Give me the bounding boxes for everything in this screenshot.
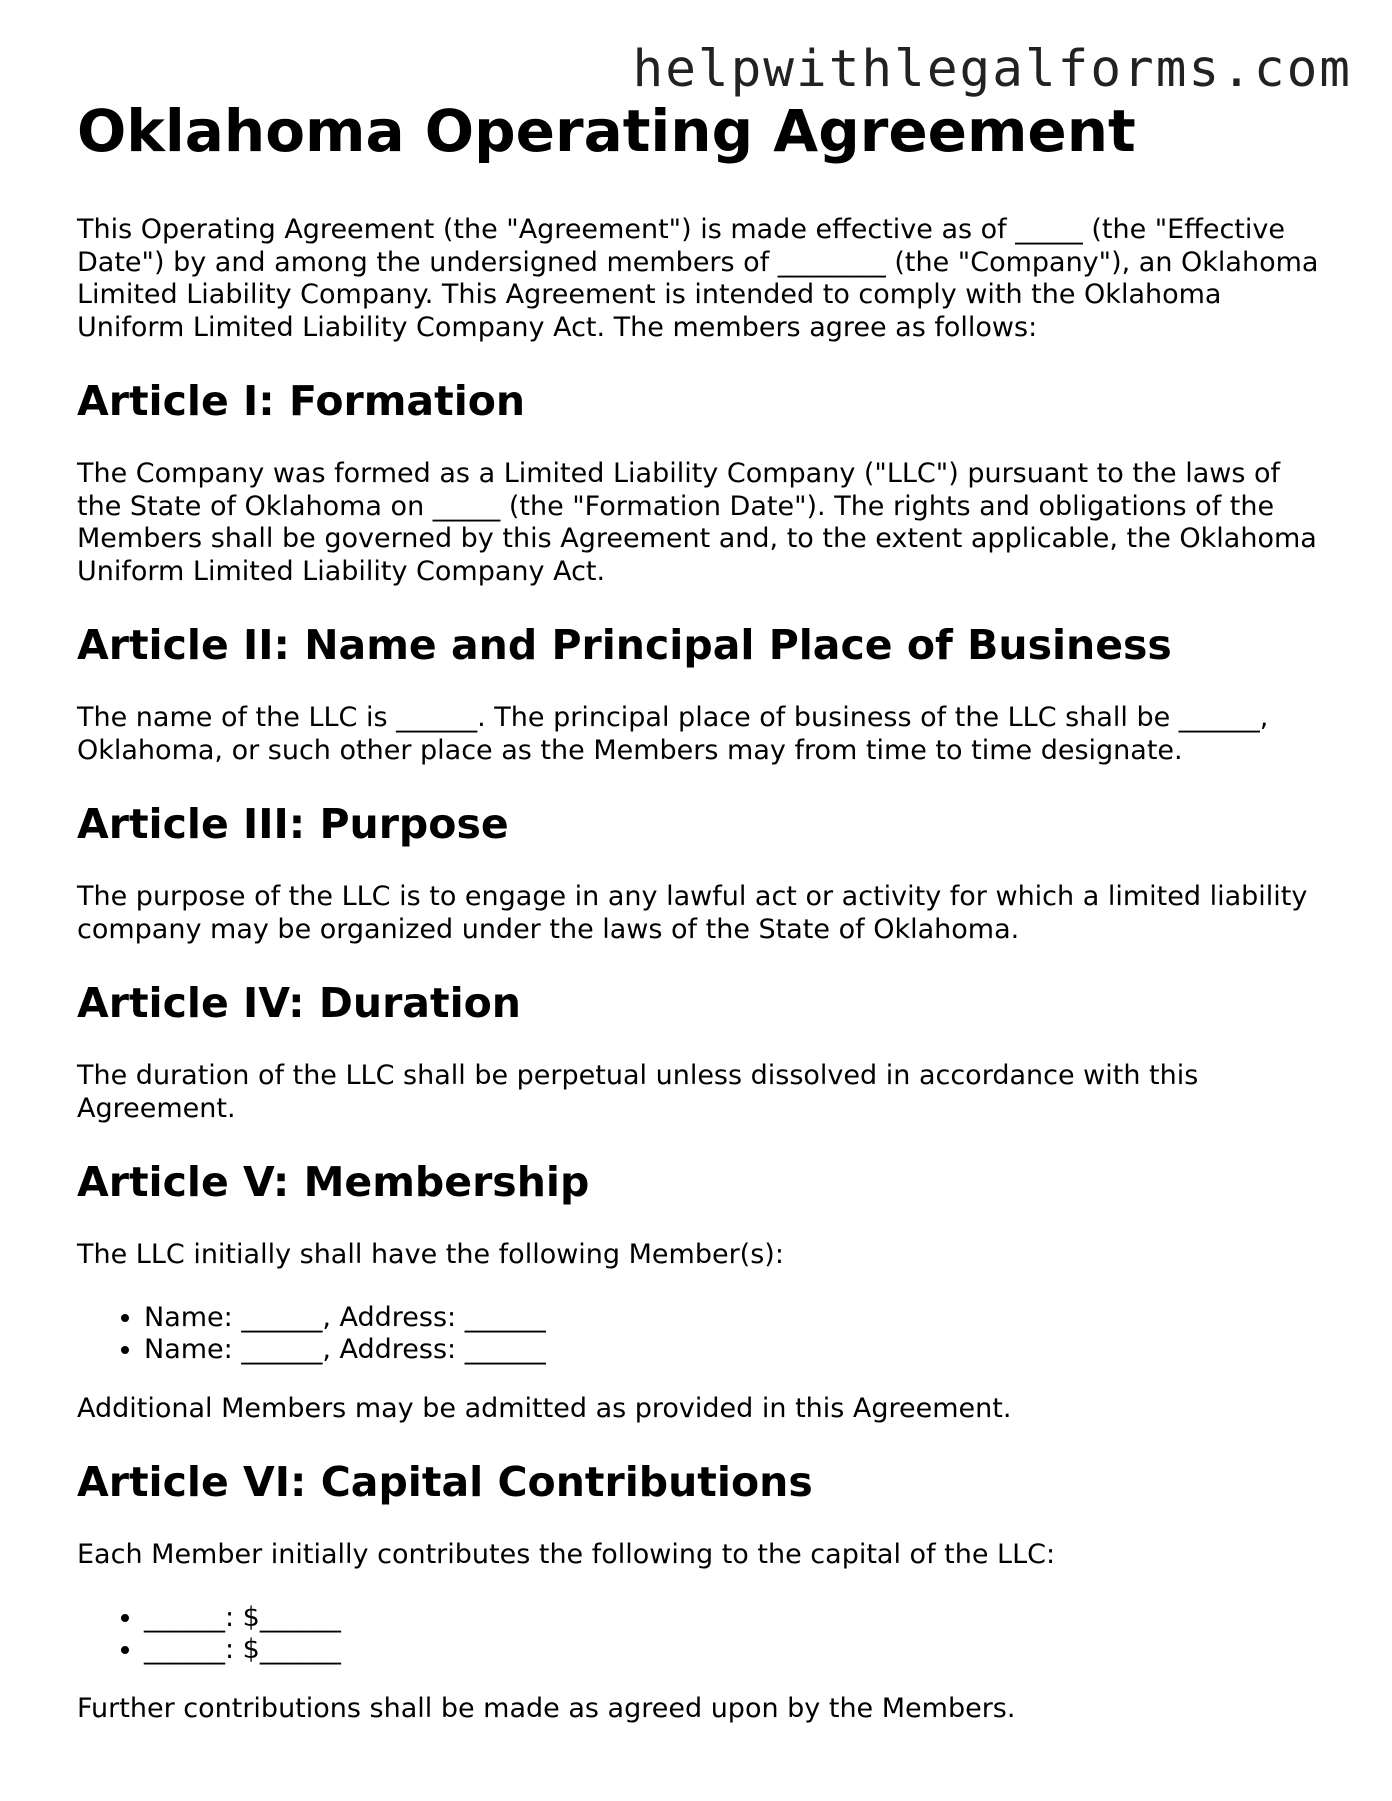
document-page xyxy=(77,96,1327,1757)
article-text: The purpose of the LLC is to engage in any lawful act or activity for which a limited liability company may be organized under the laws of the State of Oklahoma. xyxy=(77,881,1308,945)
article-heading: Article I: Formation xyxy=(77,377,526,425)
article-capital xyxy=(77,1457,1327,1725)
article-formation xyxy=(77,376,1327,588)
article-heading: Article III: Purpose xyxy=(77,800,509,848)
article-duration xyxy=(77,978,1327,1125)
contribution-item: • ______: $______ xyxy=(144,1634,1327,1667)
article-purpose xyxy=(77,799,1327,946)
contribution-item: • ______: $______ xyxy=(144,1602,1327,1635)
intro-paragraph: This Operating Agreement (the "Agreement") is made effective as of _____ (the "Effective Date") by and among the undersigned members of ________ (the "Company"), an Oklahoma Limited Liability Company. This Agreement is intended to comply with the Oklahoma Uniform Limited Liability Company Act. The members agree as follows: xyxy=(77,214,1319,343)
contribution-list xyxy=(77,1602,1327,1667)
member-list xyxy=(77,1302,1327,1367)
member-item: • Name: ______, Address: ______ xyxy=(144,1302,1327,1335)
article-heading: Article V: Membership xyxy=(77,1158,590,1206)
article-text: Each Member initially contributes the following to the capital of the LLC: xyxy=(77,1539,1056,1570)
article-text: The LLC initially shall have the following Member(s): xyxy=(77,1239,784,1270)
article-text: The name of the LLC is ______. The principal place of business of the LLC shall be ______, Oklahoma, or such other place as the Members may from time to time designate. xyxy=(77,702,1269,766)
member-item: • Name: ______, Address: ______ xyxy=(144,1334,1327,1367)
document-title: Oklahoma Operating Agreement xyxy=(77,97,1136,165)
article-footer-text: Further contributions shall be made as agreed upon by the Members. xyxy=(77,1692,1016,1724)
article-text: The Company was formed as a Limited Liability Company ("LLC") pursuant to the laws of the State of Oklahoma on _____ (the "Formation Date"). The rights and obligations of the Members shall be governed by this Agreement and, to the extent applicable, the Oklahoma Uniform Limited Liability Company Act. xyxy=(77,458,1317,587)
article-heading: Article II: Name and Principal Place of Business xyxy=(77,621,1172,669)
article-heading: Article IV: Duration xyxy=(77,979,521,1027)
article-heading: Article VI: Capital Contributions xyxy=(77,1458,813,1506)
article-membership xyxy=(77,1157,1327,1425)
site-watermark: helpwithlegalforms.com xyxy=(632,40,1352,99)
article-name-place xyxy=(77,620,1327,767)
article-text: The duration of the LLC shall be perpetual unless dissolved in accordance with this Agreement. xyxy=(77,1060,1199,1124)
article-footer-text: Additional Members may be admitted as provided in this Agreement. xyxy=(77,1392,1012,1424)
